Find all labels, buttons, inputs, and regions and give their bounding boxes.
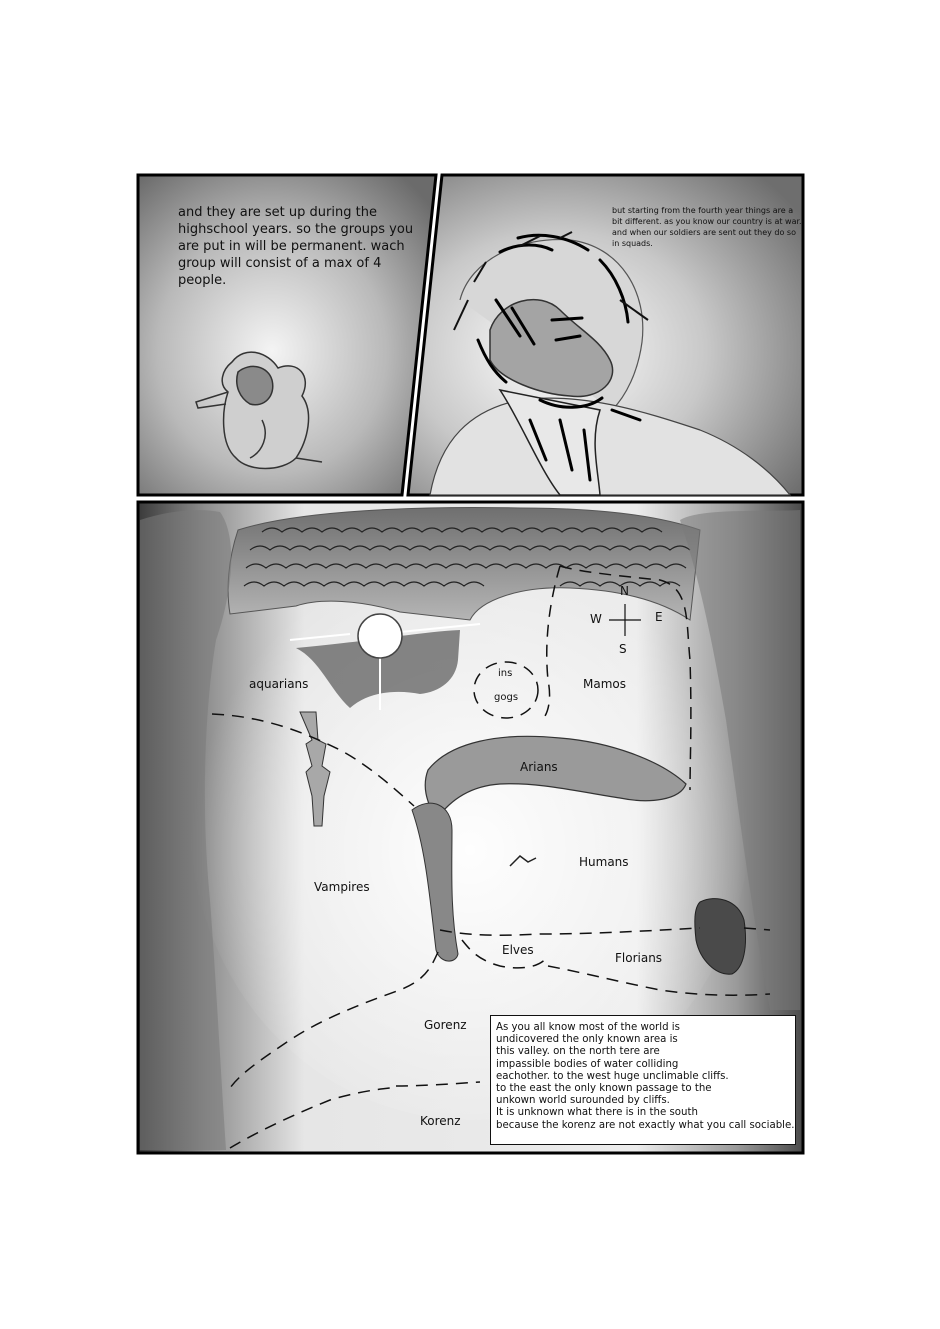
narration-line: It is unknown what there is in the south [496, 1107, 698, 1119]
narration-line: As you all know most of the world is [496, 1022, 680, 1033]
region-florians: Florians [615, 951, 663, 965]
narration-line: because the korenz are not exactly what you call sociable. [496, 1119, 795, 1131]
narration-line: undicovered the only known area is [496, 1034, 678, 1046]
narration-line: this valley. on the north tere are [496, 1046, 660, 1058]
region-aquarians: aquarians [249, 677, 309, 691]
narration-line: unkown world surounded by cliffs. [496, 1095, 670, 1107]
region-elves: Elves [502, 943, 534, 957]
caption-top-right: but starting from the fourth year things are a bit different. as you know our country is at war. and when our soldiers are sent out they do so in squads. [612, 206, 802, 248]
caption-top-left: and they are set up during the highschool years. so the groups you are put in will be permanent. wach group will consist of a max of 4 people. [178, 205, 414, 288]
narration-line: impassible bodies of water colliding [496, 1058, 679, 1070]
compass-north: N [620, 584, 629, 598]
region-gogs: gogs [494, 692, 519, 703]
region-vampires: Vampires [314, 880, 370, 894]
region-korenz: Korenz [420, 1114, 461, 1128]
compass-east: E [655, 610, 663, 624]
region-arians: Arians [520, 760, 558, 774]
region-mamos: Mamos [583, 677, 626, 691]
narration-line: eachother. to the west huge unclimable cliffs. [496, 1070, 729, 1082]
region-gorenz: Gorenz [424, 1018, 467, 1032]
narration-box [490, 1015, 796, 1145]
region-ins: ins [498, 668, 513, 679]
narration-line: to the east the only known passage to the [496, 1083, 712, 1095]
region-humans: Humans [579, 855, 629, 869]
compass-west: W [590, 612, 602, 626]
compass-south: S [619, 642, 627, 656]
